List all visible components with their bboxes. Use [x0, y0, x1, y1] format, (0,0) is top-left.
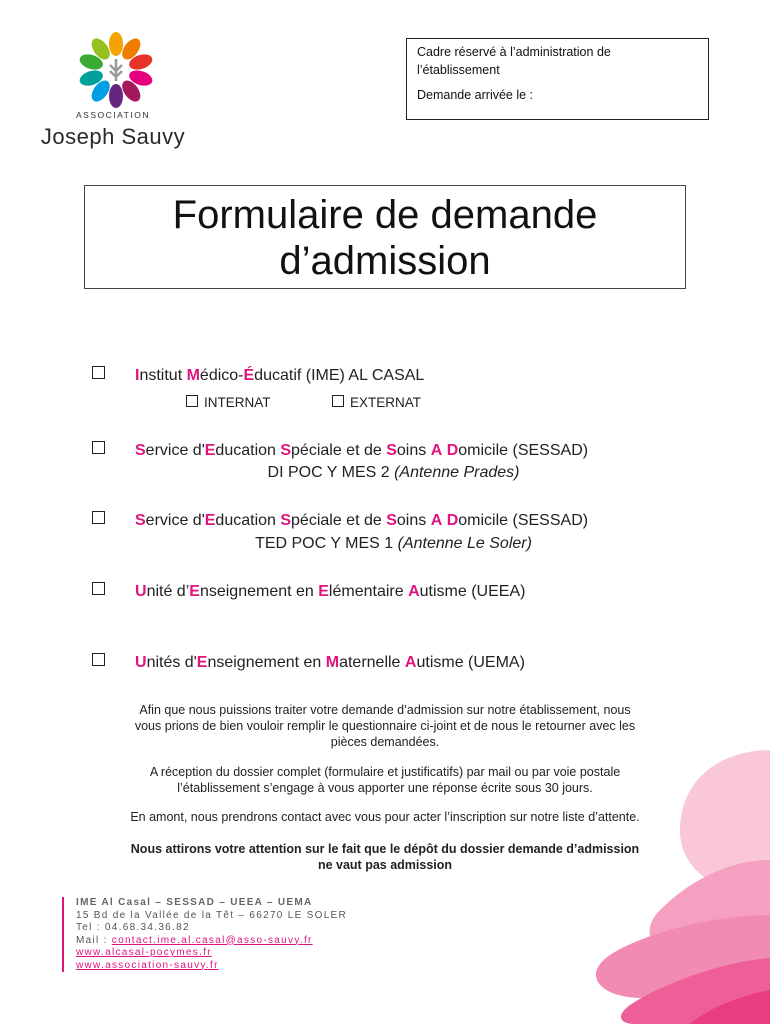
footer-mail-link[interactable]: contact.ime.al.casal@asso-sauvy.fr	[111, 934, 313, 946]
option-sessad-soler	[92, 511, 588, 530]
option-sessad-soler-label: Service d'Education Spéciale et de Soins A Domicile (SESSAD)	[135, 512, 589, 529]
option-uema-label: Unités d'Enseignement en Maternelle Autisme (UEMA)	[135, 654, 525, 671]
option-ueea	[92, 582, 525, 601]
ime-checkbox[interactable]	[92, 366, 105, 379]
option-uema	[92, 653, 525, 672]
admin-line-1: Cadre réservé à l’administration de	[417, 45, 611, 59]
externat-choice	[332, 395, 421, 410]
paragraph-reception: A réception du dossier complet (formulaire et justificatifs) par mail ou par voie postale l’établissement s’engage à vous apporter une réponse écrite sous 30 jours.	[149, 765, 621, 795]
uema-checkbox[interactable]	[92, 653, 105, 666]
admin-reserved-box	[406, 38, 709, 120]
internat-choice	[186, 395, 271, 410]
option-ueea-label: Unité d’Enseignement en Elémentaire Autisme (UEEA)	[135, 583, 526, 600]
footer-contact	[62, 897, 347, 972]
title-line-1: Formulaire de demande	[172, 193, 598, 237]
sessad-prades-sub: DI POC Y MES 2 (Antenne Prades)	[267, 464, 520, 481]
footer-web-link-2[interactable]: www.association-sauvy.fr	[76, 959, 219, 971]
paragraph-intro: Afin que nous puissions traiter votre demande d’admission sur notre établissement, nous vous prions de bien vouloir remplir le questionnaire ci-joint et de nous le retourner avec les pièces demandées.	[134, 703, 636, 749]
decorative-shapes	[540, 740, 770, 1024]
footer-web-link-1[interactable]: www.alcasal-pocymes.fr	[76, 947, 212, 958]
footer-mail-line: Mail : contact.ime.al.casal@asso-sauvy.fr	[76, 934, 313, 946]
logo-name: Joseph Sauvy	[40, 124, 186, 149]
footer-heading: IME Al Casal – SESSAD – UEEA – UEMA	[76, 897, 313, 908]
internat-label: INTERNAT	[204, 395, 271, 410]
ueea-checkbox[interactable]	[92, 582, 105, 595]
title-line-2: d’admission	[279, 239, 491, 283]
footer-address: 15 Bd de la Vallée de la Têt – 66270 LE SOLER	[76, 909, 348, 921]
option-sessad-prades-label: Service d'Education Spéciale et de Soins A Domicile (SESSAD)	[135, 442, 589, 459]
admin-received: Demande arrivée le :	[417, 88, 534, 102]
sessad-soler-sub: TED POC Y MES 1 (Antenne Le Soler)	[255, 535, 532, 552]
sessad-prades-checkbox[interactable]	[92, 441, 105, 454]
sessad-soler-checkbox[interactable]	[92, 511, 105, 524]
option-ime-label: Institut Médico-Éducatif (IME) AL CASAL	[135, 367, 425, 384]
admin-line-2: l’établissement	[417, 63, 500, 77]
footer-tel: Tel : 04.68.34.36.82	[76, 922, 190, 933]
form-title	[84, 185, 686, 289]
option-ime	[92, 366, 424, 385]
option-sessad-prades	[92, 441, 588, 460]
logo-association-label: ASSOCIATION	[76, 110, 150, 120]
paragraph-warning: Nous attirons votre attention sur le fait que le dépôt du dossier demande d’admission ne vaut pas admission	[130, 842, 640, 872]
paragraph-contact: En amont, nous prendrons contact avec vous pour acter l’inscription sur notre liste d’attente.	[130, 810, 640, 824]
externat-checkbox[interactable]	[332, 395, 344, 407]
externat-label: EXTERNAT	[350, 395, 422, 410]
internat-checkbox[interactable]	[186, 395, 198, 407]
